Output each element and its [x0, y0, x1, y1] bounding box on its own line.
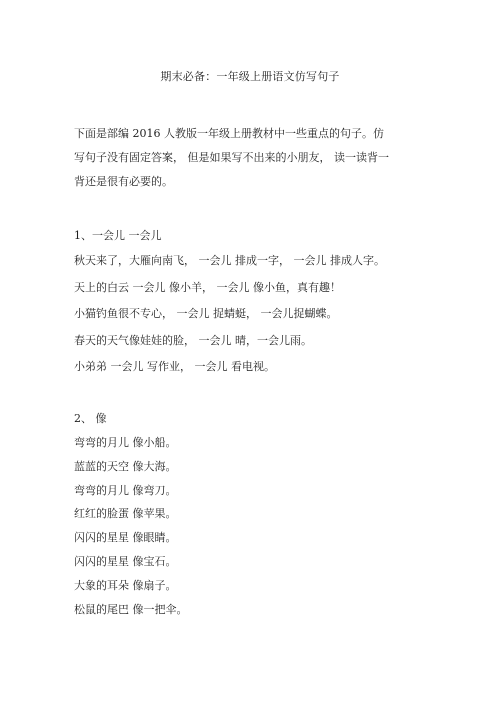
document-title: 期末必备：一年级上册语文仿写句子: [160, 70, 340, 83]
example-sentence: 闪闪的星星 像眼睛。: [74, 531, 177, 545]
example-sentence: 弯弯的月儿 像小船。: [74, 436, 177, 449]
section-xiang: [74, 407, 434, 621]
example-sentence: 蓝蓝的天空 像大海。: [74, 459, 177, 473]
intro-paragraph: [74, 122, 434, 194]
section-yihuier: [74, 224, 434, 381]
example-sentence: 春天的天气像娃娃的脸， 一会儿 晴，一会儿雨。: [74, 333, 312, 347]
example-sentence: 天上的白云 一会儿 像小羊， 一会儿 像小鱼，真有趣！: [74, 280, 341, 294]
intro-line: 下面是部编 2016 人教版一年级上册教材中一些重点的句子。仿: [74, 127, 384, 140]
example-sentence: 秋天来了，大雁向南飞， 一会儿 排成一字， 一会儿 排成人字。: [74, 254, 385, 267]
intro-line: 背还是很有必要的。: [74, 175, 173, 188]
section-heading: 2、 像: [74, 412, 107, 425]
example-sentence: 松鼠的尾巴 像一把伞。: [74, 602, 188, 616]
intro-line: 写句子没有固定答案， 但是如果写不出来的小朋友， 读一读背一: [74, 151, 389, 164]
example-sentence: 大象的耳朵 像扇子。: [74, 578, 177, 592]
example-sentence: 弯弯的月儿 像弯刀。: [74, 483, 177, 497]
example-sentence: 红红的脸蛋 像苹果。: [74, 507, 177, 521]
example-sentence: 闪闪的星星 像宝石。: [74, 554, 177, 568]
section-heading: 1、一会儿 一会儿: [74, 229, 162, 242]
example-sentence: 小猫钓鱼很不专心， 一会儿 捉蜻蜓， 一会儿捉蝴蝶。: [74, 307, 338, 320]
example-sentence: 小弟弟 一会儿 写作业， 一会儿 看电视。: [74, 360, 275, 373]
